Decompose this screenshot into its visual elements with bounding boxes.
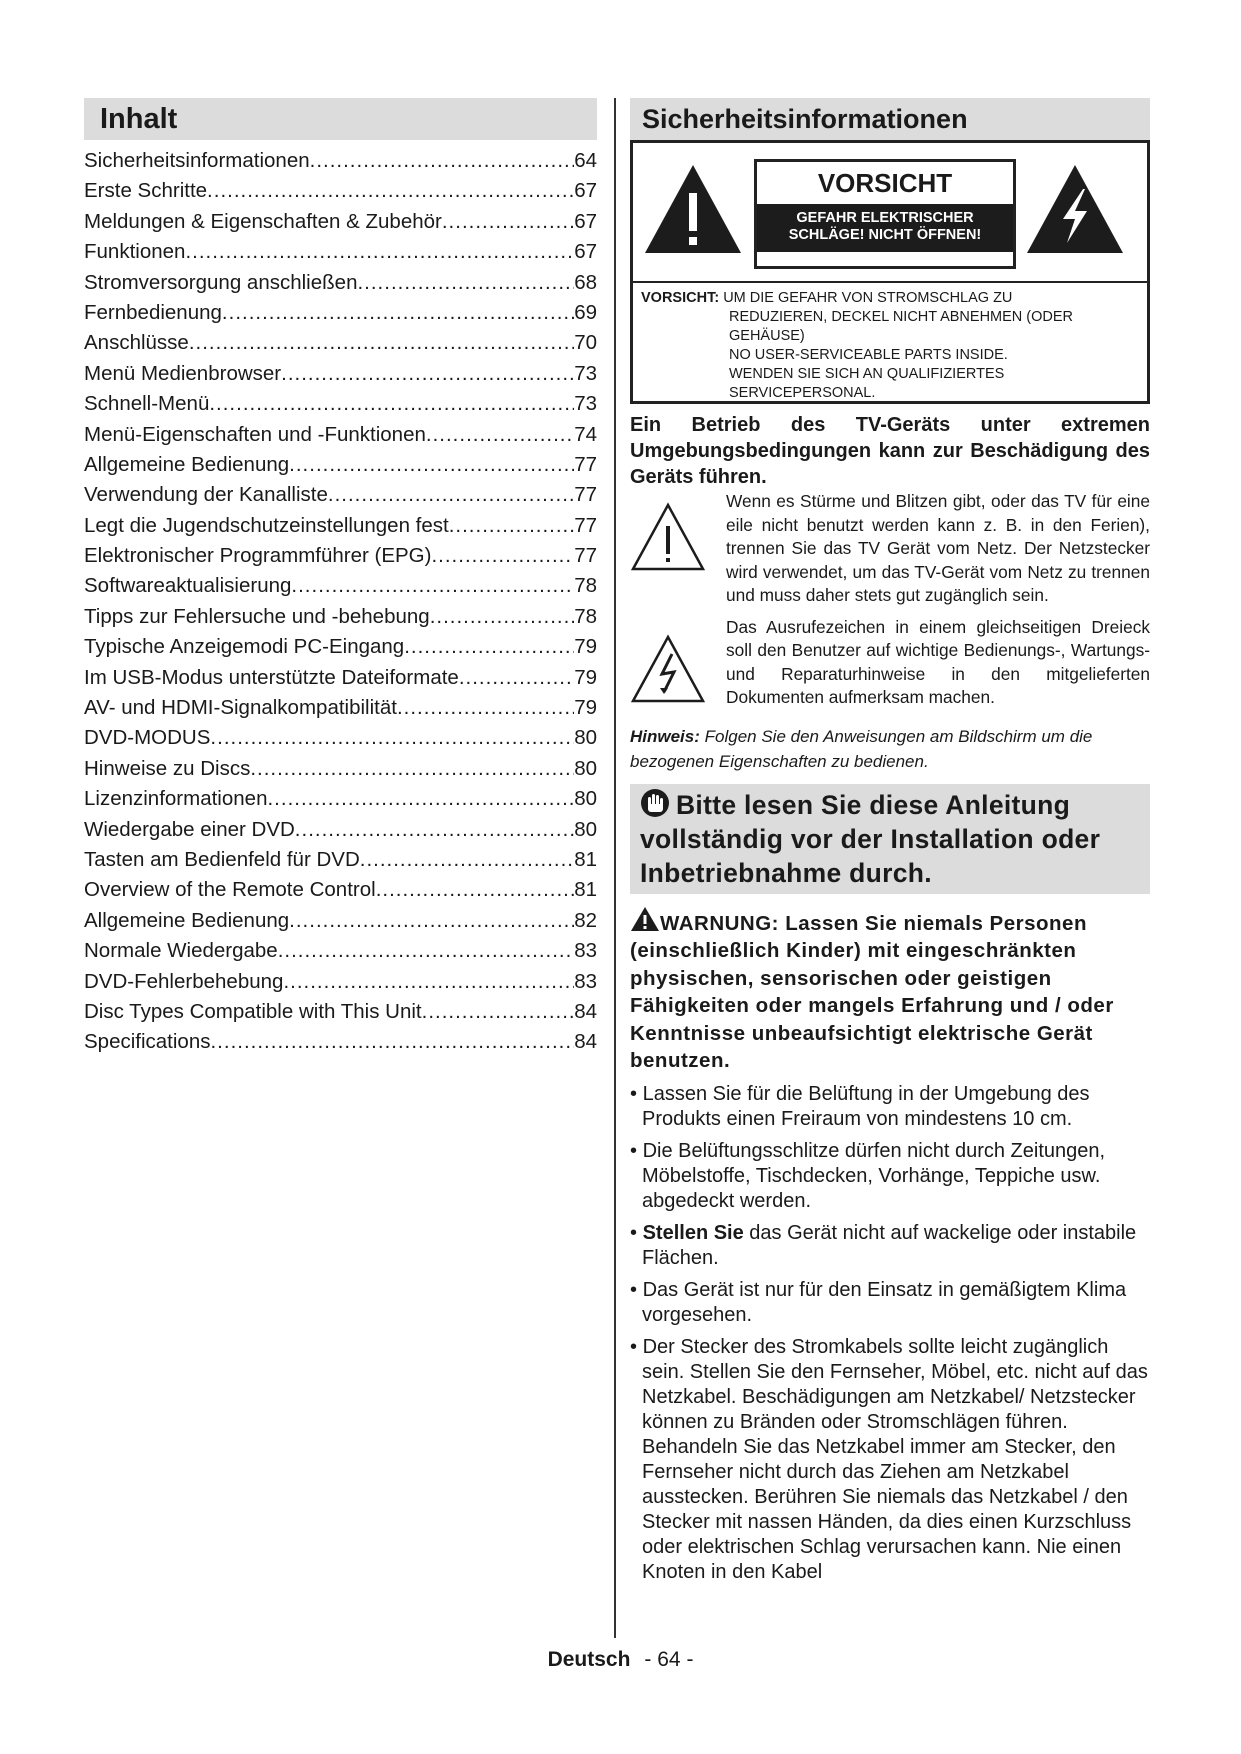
warning-paragraph xyxy=(630,906,1150,1075)
toc-leader-dots xyxy=(281,359,574,389)
caution-label-box xyxy=(754,159,1016,269)
toc-item xyxy=(84,389,597,419)
toc-item-page: 80 xyxy=(574,787,597,811)
toc-item-page: 80 xyxy=(574,756,597,780)
toc-item-page: 73 xyxy=(574,361,597,385)
toc-leader-dots xyxy=(210,723,574,753)
toc-list xyxy=(84,146,597,1058)
toc-item xyxy=(84,693,597,723)
toc-item-page: 83 xyxy=(574,969,597,993)
toc-item-page: 64 xyxy=(574,149,597,172)
caution-line: NO USER-SERVICEABLE PARTS INSIDE. xyxy=(729,347,1008,363)
toc-leader-dots xyxy=(210,1027,574,1057)
toc-item xyxy=(84,784,597,814)
toc-item-title: Allgemeine Bedienung xyxy=(84,908,290,932)
safety-bullet xyxy=(630,1221,1150,1271)
toc-item-page: 84 xyxy=(574,999,597,1023)
bullet-bold: Stellen Sie xyxy=(642,1221,744,1244)
toc-item-title: DVD-Fehlerbehebung xyxy=(84,969,284,993)
safety-title: Sicherheitsinformationen xyxy=(630,98,1150,140)
toc-item-title: Disc Types Compatible with This Unit xyxy=(84,999,422,1023)
safety-bullets xyxy=(630,1082,1150,1585)
toc-item xyxy=(84,906,597,936)
toc-item xyxy=(84,632,597,662)
exclaim-text: Das Ausrufezeichen in einem gleichseitigen Dreieck soll den Benutzer auf wichtige Bedienungs-, Wartungs- und Reparaturhinweise in den mitgelieferten Dokumenten aufmerksam machen. xyxy=(726,616,1150,707)
toc-item xyxy=(84,936,597,966)
toc-item-title: Tipps zur Fehlersuche und -behebung xyxy=(84,604,430,628)
toc-leader-dots xyxy=(442,207,574,237)
toc-item-title: Softwareaktualisierung xyxy=(84,574,292,598)
caution-line: REDUZIEREN, DECKEL NICHT ABNEHMEN (ODER xyxy=(729,309,1074,325)
toc-item-title: Menü-Eigenschaften und -Funktionen xyxy=(84,422,426,446)
caution-line: UM DIE GEFAHR VON STROMSCHLAG ZU xyxy=(723,290,1013,306)
toc-item xyxy=(84,268,597,298)
toc-leader-dots xyxy=(209,389,574,419)
toc-leader-dots xyxy=(357,268,574,298)
read-instructions-box xyxy=(630,784,1150,894)
toc-item xyxy=(84,602,597,632)
toc-leader-dots xyxy=(310,146,575,176)
toc-leader-dots xyxy=(189,328,574,358)
toc-leader-dots xyxy=(289,906,574,936)
toc-item-title: Hinweise zu Discs xyxy=(84,756,251,780)
toc-leader-dots xyxy=(185,237,574,267)
toc-item-title: Meldungen & Eigenschaften & Zubehör xyxy=(84,209,442,233)
toc-item-title: Verwendung der Kanalliste xyxy=(84,483,328,507)
toc-item-title: Normale Wiedergabe xyxy=(84,939,278,963)
toc-item xyxy=(84,663,597,693)
safety-section xyxy=(630,98,1150,1585)
toc-item xyxy=(84,815,597,845)
caution-title: VORSICHT xyxy=(817,168,953,198)
toc-item-title: Lizenzinformationen xyxy=(84,787,268,811)
toc-item-title: Menü Medienbrowser xyxy=(84,361,282,385)
toc-item xyxy=(84,997,597,1027)
toc-item xyxy=(84,845,597,875)
toc-item-title: Schnell-Menü xyxy=(84,392,210,416)
toc-leader-dots xyxy=(397,693,574,723)
toc-item-title: Legt die Jugendschutzeinstellungen fest xyxy=(84,513,449,537)
toc-leader-dots xyxy=(431,541,574,571)
page-footer xyxy=(0,1648,1241,1672)
stop-hand-icon xyxy=(640,788,670,818)
toc-item-page: 78 xyxy=(574,604,597,628)
toc-item xyxy=(84,328,597,358)
toc-item xyxy=(84,420,597,450)
toc-item xyxy=(84,450,597,480)
toc-leader-dots xyxy=(430,602,575,632)
toc-item-title: Sicherheitsinformationen xyxy=(84,149,310,172)
footer-language: Deutsch xyxy=(547,1648,631,1671)
toc-leader-dots xyxy=(207,176,574,206)
toc-item-page: 68 xyxy=(574,270,597,294)
bullet-text: Der Stecker des Stromkabels sollte leicht zugänglich sein. Stellen Sie den Fernseher, Möbel, etc. nicht auf das Netzkabel. Beschädigungen am Netzkabel/ Netzstecker können zu Bränden oder Stromschlägen führen. Behandeln Sie das Netzkabel immer am Stecker, den Fernseher nicht durch das Ziehen am Netzkabel ausstecken. Berühren Sie niemals das Netzkabel / den Stecker mit nassen Händen, da dies einen Kurzschluss oder elektrischen Schlag verursachen kann. Nie einen Knoten in den Kabel xyxy=(642,1335,1148,1583)
safety-bullet xyxy=(630,1335,1150,1585)
toc-item xyxy=(84,511,597,541)
hint-label: Hinweis: xyxy=(630,726,700,746)
safety-bullet xyxy=(630,1139,1150,1214)
caution-line: SERVICEPERSONAL. xyxy=(729,385,876,401)
toc-item-title: Overview of the Remote Control xyxy=(84,878,376,902)
toc-item xyxy=(84,146,597,176)
toc-item-title: Tasten am Bedienfeld für DVD xyxy=(84,847,360,871)
toc-item-page: 79 xyxy=(574,696,597,720)
toc-item-page: 77 xyxy=(574,513,597,537)
toc-leader-dots xyxy=(422,997,575,1027)
toc-item-page: 79 xyxy=(574,635,597,659)
toc-item-title: Erste Schritte xyxy=(84,179,208,203)
toc-item-page: 69 xyxy=(574,300,597,324)
column-divider xyxy=(614,98,616,1638)
toc-item-page: 82 xyxy=(574,908,597,932)
toc-item-title: Funktionen xyxy=(84,240,186,264)
caution-subtitle xyxy=(757,204,1013,252)
toc-leader-dots xyxy=(404,632,574,662)
toc-item xyxy=(84,541,597,571)
bullet-text: Das Gerät ist nur für den Einsatz in gemäßigtem Klima vorgesehen. xyxy=(642,1278,1127,1326)
footer-page-number: - 64 - xyxy=(644,1648,694,1671)
toc-item-page: 78 xyxy=(574,574,597,598)
toc-item-page: 67 xyxy=(574,209,597,233)
warning-text: WARNUNG: Lassen Sie niemals Personen (einschließlich Kinder) mit eingeschränkten physischen, sensorischen oder geistigen Fähigkeiten oder mangels Erfahrung und / oder Kenntnisse unbeaufsichtigt elektrische Gerät benutzen. xyxy=(630,911,1114,1072)
caution-label: VORSICHT: xyxy=(641,290,720,306)
toc-item-title: Specifications xyxy=(84,1030,211,1054)
toc-item-title: Elektronischer Programmführer (EPG) xyxy=(84,544,432,568)
safety-bullet xyxy=(630,1278,1150,1328)
toc-item-page: 81 xyxy=(574,847,597,871)
caution-line: WENDEN SIE SICH AN QUALIFIZIERTES xyxy=(729,366,1005,382)
warning-icon xyxy=(630,906,660,932)
toc-item-title: Fernbedienung xyxy=(84,300,222,324)
bullet-dot: • xyxy=(630,1082,638,1105)
hint-text: Folgen Sie den Anweisungen am Bildschirm um die bezogenen Eigenschaften zu bedienen. xyxy=(630,726,1093,771)
caution-subtitle-line-1: GEFAHR ELEKTRISCHER xyxy=(796,210,974,226)
toc-item xyxy=(84,237,597,267)
toc-section xyxy=(84,98,597,1058)
toc-leader-dots xyxy=(328,480,574,510)
toc-item xyxy=(84,571,597,601)
bullet-text: das Gerät nicht auf wackelige oder instabile Flächen. xyxy=(642,1221,1137,1269)
toc-item-page: 83 xyxy=(574,939,597,963)
caution-text xyxy=(641,289,1139,403)
lightning-outline-icon xyxy=(630,634,706,704)
toc-item-page: 67 xyxy=(574,240,597,264)
read-instructions-text: Bitte lesen Sie diese Anleitung vollständig vor der Installation oder Inbetriebnahme durch. xyxy=(640,789,1101,888)
extreme-conditions-heading: Ein Betrieb des TV-Geräts unter extremen Umgebungsbedingungen kann zur Beschädigung des Geräts führen. xyxy=(630,414,1150,488)
toc-item-title: Allgemeine Bedienung xyxy=(84,452,290,476)
toc-item-title: Stromversorgung anschließen xyxy=(84,270,358,294)
toc-leader-dots xyxy=(278,936,574,966)
caution-line: GEHÄUSE) xyxy=(729,328,805,344)
toc-item-page: 70 xyxy=(574,331,597,355)
toc-leader-dots xyxy=(267,784,574,814)
toc-item-page: 79 xyxy=(574,665,597,689)
bullet-dot: • xyxy=(630,1139,638,1162)
toc-leader-dots xyxy=(283,967,574,997)
toc-item-page: 77 xyxy=(574,483,597,507)
exclamation-triangle-icon xyxy=(643,163,743,255)
toc-item-page: 84 xyxy=(574,1030,597,1054)
toc-item-page: 80 xyxy=(574,817,597,841)
toc-leader-dots xyxy=(295,815,574,845)
toc-leader-dots xyxy=(376,875,575,905)
toc-leader-dots xyxy=(426,420,574,450)
toc-item xyxy=(84,207,597,237)
hint-note xyxy=(630,724,1150,774)
toc-item-title: AV- und HDMI-Signalkompatibilität xyxy=(84,696,397,720)
toc-item-page: 81 xyxy=(574,878,597,902)
toc-item-title: Anschlüsse xyxy=(84,331,189,355)
toc-item-page: 73 xyxy=(574,392,597,416)
toc-item xyxy=(84,967,597,997)
toc-leader-dots xyxy=(459,663,574,693)
storm-paragraph xyxy=(630,490,1150,608)
warning-outline-icon xyxy=(630,502,706,572)
toc-leader-dots xyxy=(250,754,574,784)
toc-item-page: 67 xyxy=(574,179,597,203)
toc-item-page: 77 xyxy=(574,544,597,568)
bullet-dot: • xyxy=(630,1278,638,1301)
bullet-text: Die Belüftungsschlitze dürfen nicht durch Zeitungen, Möbelstoffe, Tischdecken, Vorhänge, Teppiche usw. abgedeckt werden. xyxy=(642,1139,1106,1212)
storm-text: Wenn es Stürme und Blitzen gibt, oder das TV für eine eile nicht benutzt werden kann z. B. in den Ferien), trennen Sie das TV Gerät vom Netz. Der Netzstecker wird verwendet, um das TV-Gerät vom Netz zu trennen und muss daher stets gut zugänglich sein. xyxy=(726,491,1150,605)
toc-item-page: 77 xyxy=(574,452,597,476)
toc-item xyxy=(84,875,597,905)
toc-item xyxy=(84,754,597,784)
toc-item-title: DVD-MODUS xyxy=(84,726,211,750)
caution-box-header xyxy=(633,143,1147,283)
lightning-triangle-icon xyxy=(1025,163,1125,255)
safety-bullet xyxy=(630,1082,1150,1132)
toc-item xyxy=(84,176,597,206)
toc-item-page: 80 xyxy=(574,726,597,750)
toc-leader-dots xyxy=(289,450,574,480)
bullet-dot: • xyxy=(630,1335,638,1358)
toc-leader-dots xyxy=(291,571,574,601)
toc-title: Inhalt xyxy=(84,98,597,140)
toc-item xyxy=(84,298,597,328)
toc-item xyxy=(84,723,597,753)
toc-item xyxy=(84,359,597,389)
toc-leader-dots xyxy=(360,845,574,875)
toc-leader-dots xyxy=(222,298,574,328)
toc-item-title: Typische Anzeigemodi PC-Eingang xyxy=(84,635,405,659)
exclaim-paragraph xyxy=(630,616,1150,710)
caution-subtitle-line-2: SCHLÄGE! NICHT ÖFFNEN! xyxy=(788,227,982,243)
toc-item xyxy=(84,480,597,510)
toc-item-title: Im USB-Modus unterstützte Dateiformate xyxy=(84,665,459,689)
toc-item-title: Wiedergabe einer DVD xyxy=(84,817,295,841)
toc-item xyxy=(84,1027,597,1057)
toc-item-page: 74 xyxy=(574,422,597,446)
bullet-dot: • xyxy=(630,1221,638,1244)
bullet-text: Lassen Sie für die Belüftung in der Umgebung des Produkts einen Freiraum von mindestens 10 cm. xyxy=(642,1082,1090,1130)
toc-leader-dots xyxy=(449,511,574,541)
caution-box xyxy=(630,140,1150,404)
